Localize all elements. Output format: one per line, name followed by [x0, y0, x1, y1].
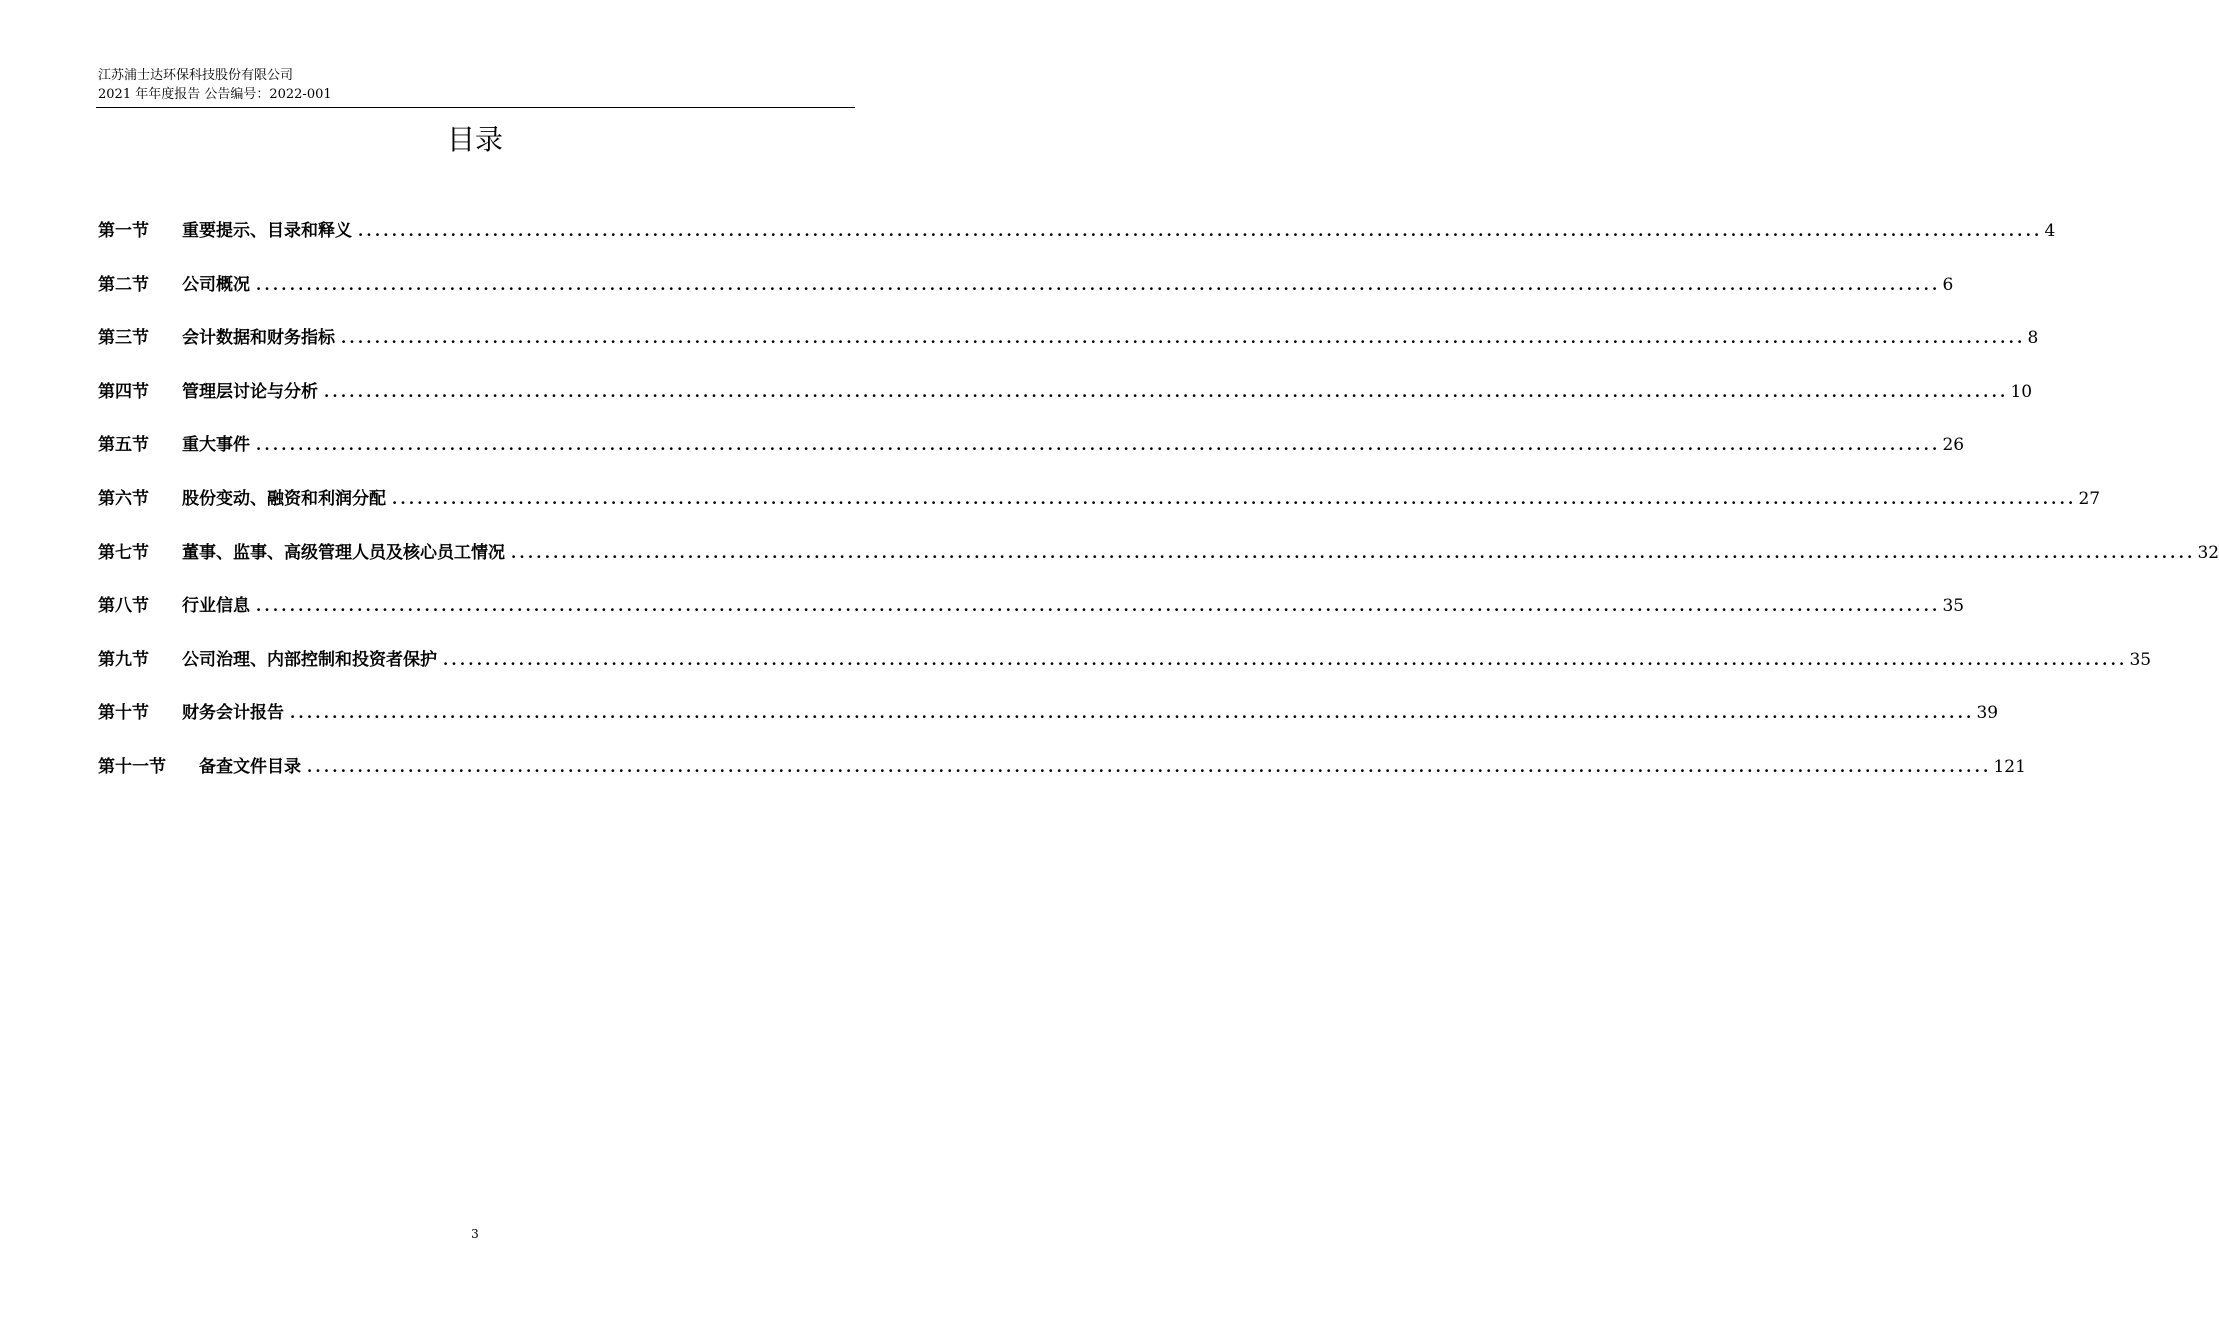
toc-section-title: 股份变动、融资和利润分配 — [182, 488, 386, 509]
toc-section-title: 备查文件目录 — [199, 756, 301, 777]
toc-page-number: 4 — [2044, 221, 2056, 241]
toc-entry-7[interactable] — [98, 540, 2219, 594]
toc-section-number: 第四节 — [98, 381, 149, 402]
toc-page-number: 39 — [1976, 703, 1999, 724]
toc-leader-dots: ........................................................................................................................................................................................................ — [341, 329, 2026, 348]
toc-section-title: 财务会计报告 — [182, 703, 284, 724]
toc-section-title: 会计数据和财务指标 — [182, 328, 335, 349]
toc-entry-8[interactable] — [98, 593, 1965, 647]
toc-page-number: 35 — [2129, 649, 2152, 670]
toc-section-title: 公司治理、内部控制和投资者保护 — [182, 649, 437, 670]
footer-page-number: 3 — [471, 1227, 479, 1241]
toc-page-number: 6 — [1942, 274, 1954, 295]
header-company-name: 江苏浦士达环保科技股份有限公司 — [98, 68, 294, 83]
toc-page-number: 26 — [1942, 435, 1965, 456]
toc-section-title: 管理层讨论与分析 — [182, 381, 318, 402]
toc-section-title: 重要提示、目录和释义 — [182, 221, 352, 241]
toc-entry-10[interactable] — [98, 700, 1999, 754]
toc-section-number: 第九节 — [98, 649, 149, 670]
toc-section-number: 第十节 — [98, 703, 149, 724]
page-title: 目录 — [446, 123, 503, 156]
toc-leader-dots: ........................................................................................................................................................................................................ — [324, 382, 2009, 401]
toc-leader-dots: ........................................................................................................................................................................................................ — [256, 597, 1941, 616]
toc-section-number: 第三节 — [98, 328, 149, 349]
toc-section-title: 董事、监事、高级管理人员及核心员工情况 — [182, 542, 505, 563]
table-of-contents — [98, 218, 2219, 808]
header-report-line: 2021 年年度报告 公告编号：2022-001 — [98, 87, 332, 102]
toc-page-number: 32 — [2197, 542, 2219, 563]
toc-leader-dots: ........................................................................................................................................................................................................ — [443, 650, 2128, 669]
page-header — [98, 66, 854, 104]
toc-leader-dots: ........................................................................................................................................................................................................ — [290, 704, 1975, 723]
toc-entry-11[interactable] — [98, 754, 2026, 808]
toc-section-number: 第五节 — [98, 435, 149, 456]
toc-leader-dots: ........................................................................................................................................................................................................ — [392, 489, 2077, 508]
toc-entry-1[interactable] — [98, 218, 2056, 272]
toc-section-title: 重大事件 — [182, 435, 250, 456]
toc-entry-5[interactable] — [98, 432, 1965, 486]
toc-section-number: 第二节 — [98, 274, 149, 295]
toc-entry-9[interactable] — [98, 647, 2152, 701]
toc-section-number: 第一节 — [98, 221, 149, 241]
toc-entry-2[interactable] — [98, 272, 1954, 326]
toc-section-number: 第八节 — [98, 596, 149, 617]
header-divider — [96, 107, 855, 108]
toc-entry-6[interactable] — [98, 486, 2101, 540]
toc-page-number: 121 — [1993, 756, 2026, 777]
toc-leader-dots: ........................................................................................................................................................................................................ — [358, 222, 2043, 240]
toc-page-number: 35 — [1942, 596, 1965, 617]
toc-leader-dots: ........................................................................................................................................................................................................ — [511, 543, 2196, 562]
toc-leader-dots: ........................................................................................................................................................................................................ — [307, 757, 1992, 776]
toc-entry-4[interactable] — [98, 379, 2033, 433]
toc-page-number: 10 — [2010, 381, 2033, 402]
toc-section-title: 公司概况 — [182, 274, 250, 295]
toc-leader-dots: ........................................................................................................................................................................................................ — [256, 436, 1941, 455]
toc-section-number: 第七节 — [98, 542, 149, 563]
toc-section-number: 第十一节 — [98, 756, 166, 777]
toc-entry-3[interactable] — [98, 325, 2039, 379]
toc-page-number: 8 — [2027, 328, 2039, 349]
toc-section-title: 行业信息 — [182, 596, 250, 617]
toc-leader-dots: ........................................................................................................................................................................................................ — [256, 275, 1941, 294]
toc-page-number: 27 — [2078, 488, 2101, 509]
toc-section-number: 第六节 — [98, 488, 149, 509]
